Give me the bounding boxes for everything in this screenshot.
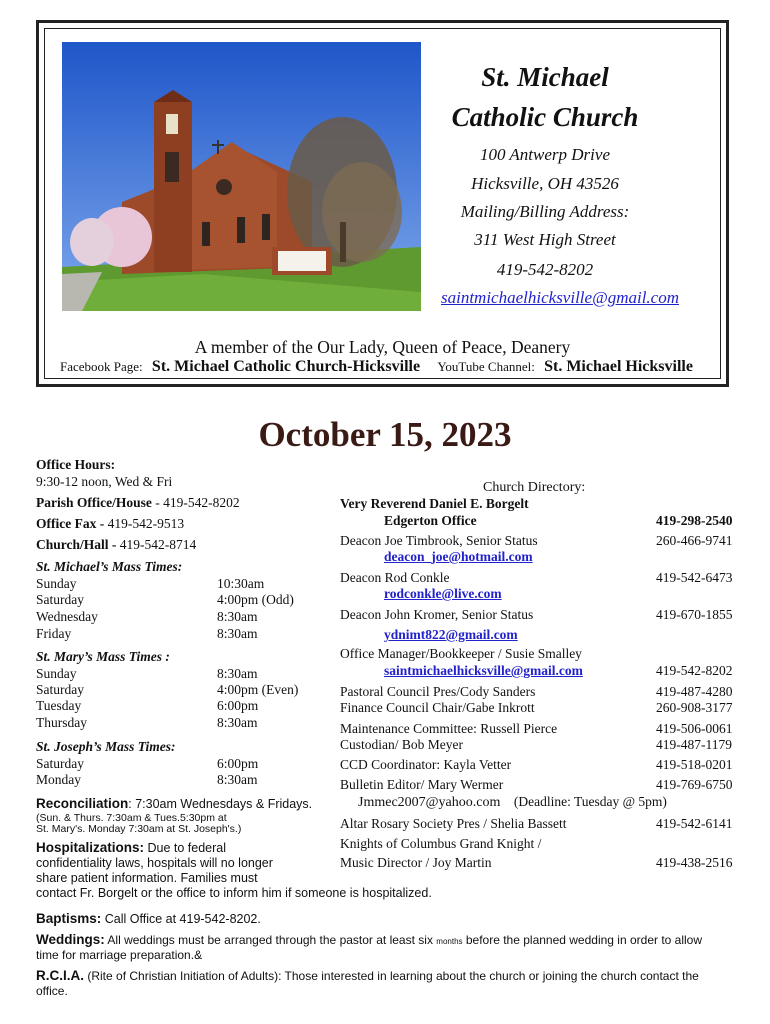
mass-day: Monday <box>36 772 81 787</box>
hospitalizations-label: Hospitalizations: <box>36 840 145 855</box>
weddings-line-1 <box>36 932 702 947</box>
youtube-label: YouTube Channel: <box>437 359 535 374</box>
social-links <box>60 358 720 376</box>
directory-role: Deacon Joe Timbrook, Senior Status <box>340 533 538 548</box>
music-director: Music Director / Joy Martin <box>340 855 492 870</box>
bulletin-deadline: (Deadline: Tuesday @ 5pm) <box>513 794 667 809</box>
baptisms-label: Baptisms: <box>36 911 102 926</box>
bulletin-email-line <box>358 794 667 811</box>
bulletin-date: October 15, 2023 <box>258 415 512 454</box>
hospitalizations-text-4: contact Fr. Borgelt or the office to inform him if someone is hospitalized. <box>36 886 432 900</box>
finance-council-phone: 260-908-3177 <box>656 700 733 715</box>
hospitalizations-text-3: share patient information. Families must <box>36 871 258 885</box>
mass-time: 8:30am <box>217 666 258 681</box>
hospitalizations-line-1 <box>36 840 226 855</box>
youtube-link[interactable]: St. Michael Hicksville <box>544 358 693 375</box>
parish-office-label: Parish Office/House <box>36 495 152 510</box>
mass-day: Thursday <box>36 715 87 730</box>
bulletin-email: Jmmec2007@yahoo.com <box>358 795 501 810</box>
st-joseph-mass-title: St. Joseph’s Mass Times: <box>36 739 176 754</box>
mailing-label: Mailing/Billing Address: <box>460 202 630 221</box>
directory-role: Deacon John Kromer, Senior Status <box>340 607 534 622</box>
facebook-label: Facebook Page: <box>60 359 143 374</box>
church-hall-line <box>36 537 196 553</box>
facebook-link[interactable]: St. Michael Catholic Church-Hicksville <box>151 358 421 375</box>
rcia-line-1 <box>36 968 699 983</box>
mass-time: 10:30am <box>217 576 265 591</box>
directory-title: Church Directory: <box>483 480 586 495</box>
hospitalizations-text-2: confidentiality laws, hospitals will no longer <box>36 856 273 870</box>
altar-rosary-society: Altar Rosary Society Pres / Shelia Bassett <box>340 816 567 831</box>
mass-day: Saturday <box>36 756 84 771</box>
reconciliation-value: : 7:30am Wednesdays & Fridays. <box>128 797 313 811</box>
ccd-coordinator: CCD Coordinator: Kayla Vetter <box>340 757 512 772</box>
bulletin-editor: Bulletin Editor/ Mary Wermer <box>340 777 504 792</box>
bulletin-phone: 419-769-6750 <box>656 777 733 792</box>
church-name-line2: Catholic Church <box>451 102 639 132</box>
parish-office-line <box>36 495 240 511</box>
pastoral-council: Pastoral Council Pres/Cody Sanders <box>340 684 536 699</box>
weddings-text-1: All weddings must be arranged through the pastor at least six <box>104 933 437 947</box>
directory-email-link[interactable]: ydnimt822@gmail.com <box>384 627 518 642</box>
maintenance-phone: 419-506-0061 <box>656 721 733 736</box>
address-city: Hicksville, OH 43526 <box>471 174 619 193</box>
header-email-link[interactable]: saintmichaelhicksville@gmail.com <box>441 288 679 307</box>
mailing-street: 311 West High Street <box>474 230 616 249</box>
mass-day: Saturday <box>36 682 84 697</box>
directory-role: Deacon Rod Conkle <box>340 570 450 585</box>
baptisms-line <box>36 911 261 926</box>
hospitalizations-text-1: Due to federal <box>144 841 227 855</box>
mass-day: Friday <box>36 626 72 641</box>
custodian-phone: 419-487-1179 <box>656 737 732 752</box>
mass-time: 8:30am <box>217 626 258 641</box>
office-hours-value: 9:30-12 noon, Wed & Fri <box>36 474 173 489</box>
directory-email-link[interactable]: rodconkle@live.com <box>384 586 502 601</box>
mass-day: Saturday <box>36 592 84 607</box>
finance-council: Finance Council Chair/Gabe Inkrott <box>340 700 535 715</box>
baptisms-value: Call Office at 419-542-8202. <box>101 912 261 926</box>
st-mary-mass-title: St. Mary’s Mass Times : <box>36 649 170 664</box>
mass-time: 6:00pm <box>217 698 259 713</box>
directory-phone: 419-542-8202 <box>656 663 733 678</box>
mass-time: 4:00pm (Odd) <box>217 592 294 607</box>
deanery-line: A member of the Our Lady, Queen of Peace, Deanery <box>194 337 571 357</box>
directory-email-link[interactable]: saintmichaelhicksville@gmail.com <box>384 663 583 678</box>
mass-day: Sunday <box>36 666 77 681</box>
directory-role: Office Manager/Bookkeeper / Susie Smalley <box>340 646 582 661</box>
office-fax-line <box>36 516 184 532</box>
st-michael-mass-title: St. Michael’s Mass Times: <box>36 559 183 574</box>
mass-time: 8:30am <box>217 715 258 730</box>
music-director-phone: 419-438-2516 <box>656 855 733 870</box>
custodian: Custodian/ Bob Meyer <box>340 737 463 752</box>
mass-day: Sunday <box>36 576 77 591</box>
mass-time: 4:00pm (Even) <box>217 682 299 697</box>
rcia-label: R.C.I.A. <box>36 968 85 983</box>
office-fax-label: Office Fax - <box>36 516 105 531</box>
reconciliation-note-2: St. Mary's. Monday 7:30am at St. Joseph's.) <box>36 823 242 835</box>
weddings-months: months <box>436 937 463 946</box>
parish-office-phone: - 419-542-8202 <box>151 495 240 510</box>
office-hours-label: Office Hours: <box>36 457 116 472</box>
directory-phone: 260-466-9741 <box>656 533 733 548</box>
church-hall-label: Church/Hall - <box>36 537 117 552</box>
mass-time: 8:30am <box>217 609 258 624</box>
pastor-office: Edgerton Office <box>384 513 477 528</box>
ccd-phone: 419-518-0201 <box>656 757 733 772</box>
rcia-text-1: (Rite of Christian Initiation of Adults): Those interested in learning about the church or joining the church contact the <box>84 969 699 983</box>
reconciliation-note-1: (Sun. & Thurs. 7:30am & Tues.5:30pm at <box>36 812 227 824</box>
directory-phone: 419-670-1855 <box>656 607 733 622</box>
church-name-line1: St. Michael <box>481 62 609 92</box>
address-street: 100 Antwerp Drive <box>479 145 610 164</box>
mass-day: Wednesday <box>36 609 98 624</box>
rcia-line-2: office. <box>36 984 68 998</box>
pastoral-council-phone: 419-487-4280 <box>656 684 733 699</box>
reconciliation-label: Reconciliation <box>36 796 129 811</box>
church-photo <box>62 42 421 311</box>
header-phone: 419-542-8202 <box>496 260 594 279</box>
mass-time: 8:30am <box>217 772 258 787</box>
mass-day: Tuesday <box>36 698 82 713</box>
mass-time: 6:00pm <box>217 756 259 771</box>
weddings-text-2: before the planned wedding in order to allow <box>462 933 703 947</box>
directory-email-link[interactable]: deacon_joe@hotmail.com <box>384 549 533 564</box>
pastor-phone: 419-298-2540 <box>656 513 733 528</box>
knights-of-columbus: Knights of Columbus Grand Knight / <box>340 836 542 851</box>
directory-phone: 419-542-6473 <box>656 570 733 585</box>
weddings-label: Weddings: <box>36 932 105 947</box>
maintenance-committee: Maintenance Committee: Russell Pierce <box>340 721 558 736</box>
reconciliation-line <box>36 796 312 811</box>
pastor-name: Very Reverend Daniel E. Borgelt <box>340 496 529 511</box>
office-fax-phone: 419-542-9513 <box>104 516 185 531</box>
altar-rosary-phone: 419-542-6141 <box>656 816 733 831</box>
church-hall-phone: 419-542-8714 <box>116 537 197 552</box>
weddings-line-2: time for marriage preparation.& <box>36 948 203 962</box>
